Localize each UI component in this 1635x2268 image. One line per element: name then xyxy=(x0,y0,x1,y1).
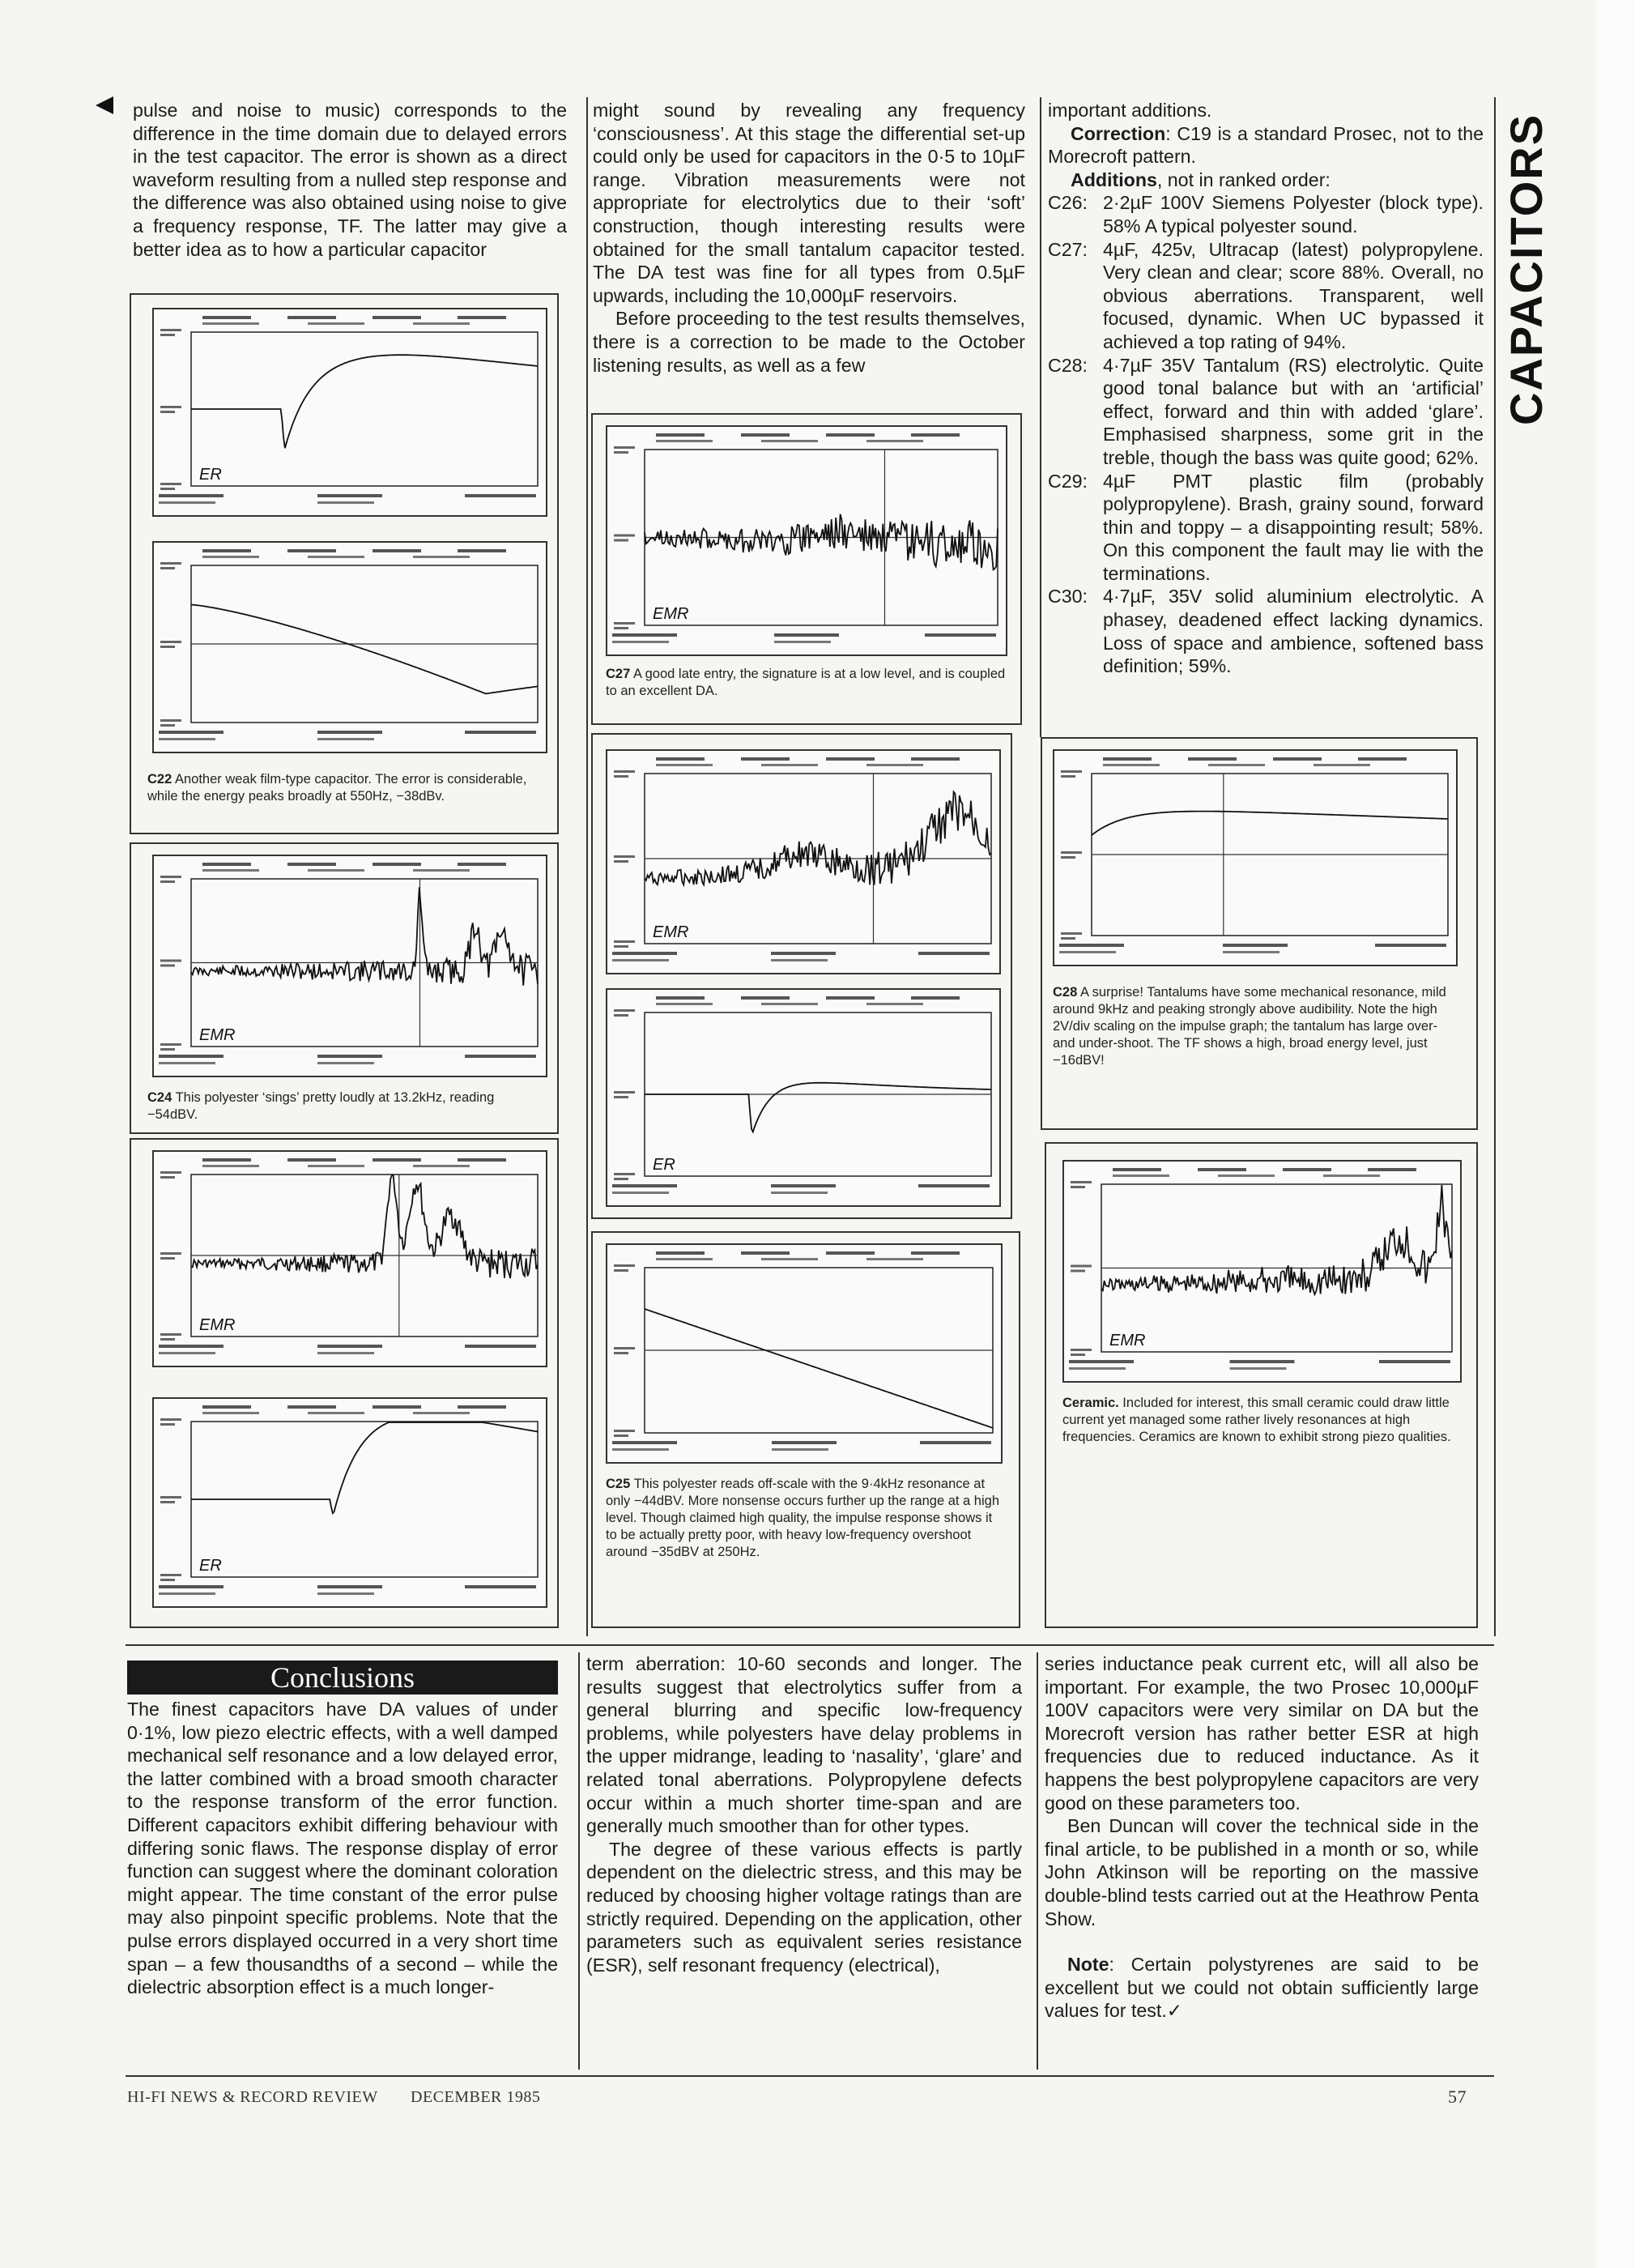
plot-label: EMR xyxy=(653,923,689,941)
plot-c24-emr xyxy=(152,855,547,1077)
col3-top-text: important additions. Correction: C19 is a standard Prosec, not to the Morecroft pattern. Additions, not in ranked order: C26: 2·2µF 100V Siemens Polyester (block type). 58% A typical polyester sound. C27: 4µF, 425v, Ultracap (latest) polypropylene. Very clean and clear; score 88%. Overall, no obvious aberrations. Transparent, well focused, dynamic. When UC bypassed it achieved a top rating of 94%. C28: 4·7µF 35V Tantalum (RS) electrolytic. Quite good tonal balance but with an ‘artificial’ effect, forward and thin with added ‘glare’. Emphasised sharpness, some grit in the treble, though the bass was quite good; 62%. C29: 4µF PMT plastic film (probably polypropylene). Brash, grainy sound, forward thin and toppy – a disappointing result; 58%. On this component the fault may lie with the terminations. C30: 4·7µF, 35V solid aluminium electrolytic. A phasey, deadened effect lacking dynamics. Loss of space and ambience, softened bass definition; 59%. xyxy=(1048,100,1484,677)
conclusions-col1: The finest capacitors have DA values of under 0·1%, low piezo electric effects, with a well damped mechanical self resonance and a low delayed error, the latter combined with a broad smooth character to the response transform of the error function. Different capacitors exhibit differing behaviour with differing sonic flaws. The response display of error function can suggest where the dominant coloration might appear. The time constant of the error pulse may also pinpoint specific problems. Note that the pulse errors displayed occurred in a very short time span – a few thousandths of a second – while the dielectric absorption effect is a much longer- xyxy=(127,1699,558,1998)
plot-c25-emr xyxy=(152,1150,547,1367)
caption-c27: C27 A good late entry, the signature is at a low level, and is coupled to an excellent DA. xyxy=(606,667,1006,698)
plot-label: EMR xyxy=(653,605,689,623)
footer-page-number: 57 xyxy=(1448,2087,1467,2107)
list-item: C26: 2·2µF 100V Siemens Polyester (block type). 58% A typical polyester sound. xyxy=(1048,192,1484,237)
plot-c27-emr xyxy=(606,425,1007,656)
plot-label: ER xyxy=(199,1557,222,1575)
section-divider xyxy=(126,1644,1494,1646)
footer-issue: DECEMBER 1985 xyxy=(411,2088,541,2106)
plot-c28-emr xyxy=(606,749,1001,974)
additions-label: Additions xyxy=(1071,168,1157,190)
page-right-margin xyxy=(1596,0,1635,2268)
conclusions-heading: Conclusions xyxy=(127,1660,558,1695)
list-item: C28: 4·7µF 35V Tantalum (RS) electrolytic. Quite good tonal balance but with an ‘artificial’ effect, forward and thin with added ‘glare’. Emphasised sharpness, some grit in the treble, though the bass was quite good; 62%. xyxy=(1048,354,1484,468)
column-rule xyxy=(1037,1652,1038,2070)
plot-label: EMR xyxy=(199,1316,236,1334)
list-item: C29: 4µF PMT plastic film (probably polypropylene). Brash, grainy sound, forward thin and toppy – a disappointing result; 58%. On this component the fault may lie with the terminations. xyxy=(1048,470,1484,584)
caption-ceramic: Ceramic. Included for interest, this small ceramic could draw little current yet managed some rather lively resonances at high frequencies. Ceramics are known to exhibit strong piezo qualities. xyxy=(1062,1396,1451,1444)
plot-c25-tf xyxy=(606,1243,1003,1464)
col2-top-text: might sound by revealing any frequency ‘consciousness’. At this stage the differential set-up could only be used for capacitors in the 0·5 to 10µF range. Vibration measurements were not appropriate for electrolytics due to their ‘soft’ construction, though interesting results were obtained for the small tantalum capacitor tested. The DA test was fine for all types from 0.5µF upwards, including the 10,000µF reservoirs. Before proceeding to the test results themselves, there is a correction to be made to the October listening results, as well as a few xyxy=(593,100,1025,376)
caption-c25: C25 This polyester reads off-scale with the 9·4kHz resonance at only −44dBV. More nonsense occurs further up the range at a high level. Though claimed high quality, the impulse response shows it to be actually pretty poor, with heavy low-frequency overshoot around −35dBV at 250Hz. xyxy=(606,1477,1000,1559)
conclusions-col2: term aberration: 10-60 seconds and longer. The results suggest that electrolytics suffer from a general blurring and specific low-frequency problems, while polyesters have delay problems in the upper midrange, leading to ‘nasality’, ‘glare’ and related tonal aberrations. Polypropylene defects occur within a much shorter time-span and are generally much smoother than for other types. The degree of these various effects is partly dependent on the dielectric stress, and this may be reduced by choosing higher voltage ratings than are strictly required. Depending on the application, other parameters such as equivalent series resistance (ESR), self resonant frequency (electrical), xyxy=(586,1653,1022,1976)
plot-c22-error-pulse xyxy=(152,308,547,517)
plot-label: EMR xyxy=(1109,1332,1146,1349)
column-rule xyxy=(586,97,588,1636)
footer-publication: HI-FI NEWS & RECORD REVIEW xyxy=(127,2088,378,2106)
plot-c22-tf xyxy=(152,541,547,753)
column-rule xyxy=(578,1652,580,2070)
plot-label: ER xyxy=(199,466,222,484)
plot-ceramic-emr xyxy=(1062,1160,1462,1383)
column-rule xyxy=(1494,97,1496,1636)
caption-c22: C22 Another weak film-type capacitor. The error is considerable, while the energy peaks broadly at 550Hz, −38dBv. xyxy=(147,772,527,804)
correction-label: Correction xyxy=(1071,122,1166,144)
end-mark: ✓ xyxy=(1166,2000,1183,2022)
col1-top-text: pulse and noise to music) corresponds to the difference in the time domain due to delayed errors in the test capacitor. The error is shown as a direct waveform resulting from a nulled step response and the difference was also obtained using noise to give a frequency response, TF. The latter may give a better idea as to how a particular capacitor xyxy=(133,100,567,260)
plot-c28-error-pulse xyxy=(606,988,1001,1207)
note-label: Note xyxy=(1067,1954,1109,1976)
caption-c24: C24 This polyester ‘sings’ pretty loudly at 13.2kHz, reading −54dBV. xyxy=(147,1090,495,1122)
list-item: C27: 4µF, 425v, Ultracap (latest) polypropylene. Very clean and clear; score 88%. Overall, no obvious aberrations. Transparent, well focused, dynamic. When UC bypassed it achieved a top rating of 94%. xyxy=(1048,238,1484,352)
plot-c25-error-pulse xyxy=(152,1397,547,1608)
plot-label: ER xyxy=(653,1156,675,1174)
list-item: C30: 4·7µF, 35V solid aluminium electrolytic. A phasey, deadened effect lacking dynamics. Loss of space and ambience, softened bass definition; 59%. xyxy=(1048,586,1484,677)
conclusions-col3: series inductance peak current etc, will all also be important. For example, the two Prosec 10,000µF 100V capacitors were very similar on DA but the Morecroft version has rather better ESR at high frequencies due to reduced inductance. As it happens the best polypropylene capacitors are very good on these parameters too. Ben Duncan will cover the technical side in the final article, to be published in a month or so, while John Atkinson will be reporting on the massive double-blind tests carried out at the Heathrow Penta Show. Note: Certain polystyrenes are said to be excellent but we could not obtain sufficiently large values for test.✓ xyxy=(1045,1653,1479,2022)
caption-c28: C28 A surprise! Tantalums have some mechanical resonance, mild around 9kHz and peaking strongly above audibility. Note the high 2V/div scaling on the impulse graph; the tantalum has large over- and under-shoot. The TF shows a high, broad energy level, just −16dBV! xyxy=(1053,985,1446,1068)
continuation-arrow-icon xyxy=(92,94,117,117)
footer-rule xyxy=(126,2075,1494,2077)
side-title: CAPACITORS xyxy=(1501,113,1552,425)
column-rule xyxy=(1040,97,1041,737)
plot-label: EMR xyxy=(199,1026,236,1044)
plot-c28-tf xyxy=(1053,749,1458,966)
